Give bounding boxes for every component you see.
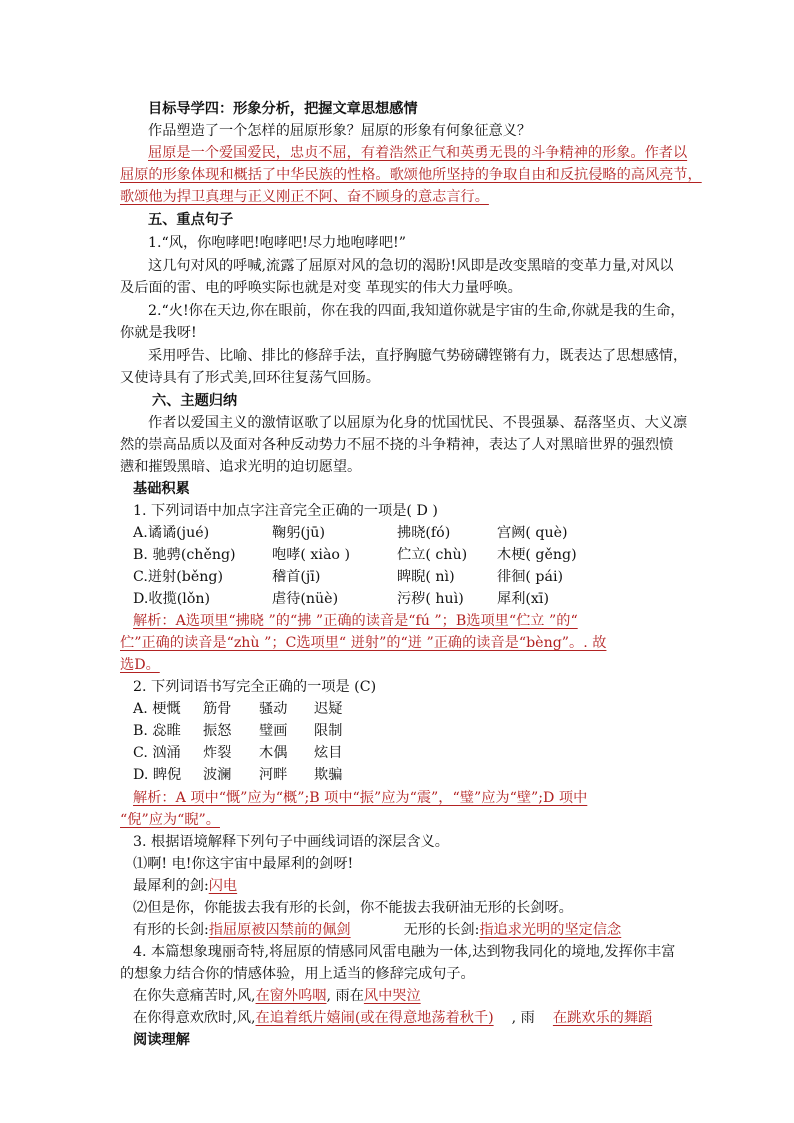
- question-2-option-c: [0, 743, 794, 764]
- section4-question: 作品塑造了一个怎样的屈原形象？屈原的形象有何象征意义？: [148, 123, 532, 139]
- option-cell: 拂晓(fó): [397, 525, 451, 541]
- option-cell: 波澜: [203, 767, 232, 783]
- key-sentence-1-analysis-line2: 及后面的雷、电的呼唤实际也就是对变 革现实的伟大力量呼唤。: [120, 280, 522, 296]
- sentence-text: , 雨在: [326, 988, 364, 1004]
- question-1-option-b: [0, 545, 794, 566]
- option-cell: B. 驰骋(chěng): [133, 547, 236, 563]
- question-2-explanation-line1: 解析：A 项中“慨”应为“概”;B 项中“振”应为“震”，“璧”应为“壁”;D 项中: [133, 790, 588, 806]
- key-sentence-1: 1.“风，你咆哮吧!咆哮吧!尽力地咆哮吧!”: [148, 235, 406, 251]
- basic-heading: 基础积累: [133, 481, 190, 497]
- question-2-explanation-line2: “倪”应为“睨”。: [120, 812, 220, 828]
- section4-answer-line2: 屈原的形象体现和概括了中华民族的性格。歌颂他所坚持的争取自由和反抗侵略的高风亮节，: [120, 167, 702, 183]
- question-4-sentence-2: [133, 1008, 652, 1029]
- question-4-line2: 的想象力结合你的情感体验，用上适当的修辞完成句子。: [120, 966, 475, 982]
- section6-heading: 六、主题归纳: [152, 393, 238, 409]
- answer-label: 有形的长剑:: [133, 922, 209, 938]
- answer-label: 最犀利的剑:: [133, 878, 209, 894]
- theme-line3: 懑和摧毁黑暗、追求光明的迫切愿望。: [120, 459, 362, 475]
- option-cell: 睥睨( nì): [397, 569, 455, 585]
- question-2-option-b: [0, 721, 794, 742]
- option-cell: 伫立( chù): [397, 547, 468, 563]
- section4-answer-line3: 歌颂他为捍卫真理与正义刚正不阿、奋不顾身的意志言行。: [120, 189, 489, 205]
- answer-text: 指追求光明的坚定信念: [479, 922, 622, 938]
- option-cell: C.迸射(běng): [133, 569, 224, 585]
- option-cell: A. 梗慨: [133, 701, 181, 717]
- option-cell: 璧画: [259, 723, 288, 739]
- answer-text: 在追着纸片嬉闹(或在得意地荡着秋千): [255, 1010, 494, 1026]
- option-cell: 犀利(xī): [497, 591, 549, 607]
- key-sentence-2-analysis-line1: 采用呼告、比喻、排比的修辞手法，直抒胸臆气势磅礴铿锵有力，既表达了思想感情，: [148, 348, 688, 364]
- theme-line2: 然的崇高品质以及面对各种反动势力不屈不挠的斗争精神，表达了人对黑暗世界的强烈愤: [120, 437, 674, 453]
- question-1-explanation-line3: 选D。: [120, 657, 160, 673]
- option-cell: 欺骗: [314, 767, 343, 783]
- option-cell: 骚动: [259, 701, 288, 717]
- question-2: 2. 下列词语书写完全正确的一项是 (C): [133, 679, 377, 695]
- section4-answer-line1: 屈原是一个爱国爱民，忠贞不屈，有着浩然正气和英勇无畏的斗争精神的形象。作者以: [148, 145, 688, 161]
- answer-label: 无形的长剑:: [403, 922, 480, 938]
- sentence-text: 在你失意痛苦时,风,: [133, 988, 256, 1004]
- reading-heading: 阅读理解: [133, 1032, 190, 1048]
- question-1-option-d: [0, 589, 794, 610]
- option-cell: 炫目: [314, 745, 343, 761]
- option-cell: D. 睥倪: [133, 767, 182, 783]
- key-sentence-2-analysis-line2: 又使诗具有了形式美,回环往复荡气回肠。: [120, 370, 380, 386]
- option-cell: A.谲谲(jué): [133, 525, 210, 541]
- answer-text: 指屈原被囚禁前的佩剑: [208, 922, 351, 938]
- option-cell: D.收揽(lǒn): [133, 591, 211, 607]
- key-sentence-2-line2: 你就是我呀!: [120, 325, 197, 341]
- option-cell: 虐待(nüè): [272, 591, 339, 607]
- answer-text: 在窗外呜咽: [255, 988, 327, 1004]
- question-4-sentence-1: [133, 986, 421, 1007]
- option-cell: C. 汹涌: [133, 745, 181, 761]
- question-3-sentence-2: ⑵但是你，你能拔去我有形的长剑，你不能拔去我研油无形的长剑呀。: [133, 900, 573, 916]
- answer-text: 闪电: [208, 878, 238, 894]
- option-cell: 限制: [314, 723, 343, 739]
- option-cell: 咆哮( xiào ): [272, 547, 351, 563]
- key-sentence-2-line1: 2.“火!你在天边,你在眼前，你在我的四面,我知道你就是宇宙的生命,你就是我的生命，: [148, 303, 685, 319]
- question-1: 1. 下列词语中加点字注音完全正确的一项是( D ): [133, 503, 438, 519]
- answer-text: 在跳欢乐的舞蹈: [552, 1010, 653, 1026]
- sentence-text: , 雨: [493, 1010, 553, 1026]
- option-cell: 稽首(jī): [272, 569, 321, 585]
- question-1-explanation-line1: 解析：A选项里“拂晓 ”的“拂 ”正确的读音是“fú ”；B选项里“伫立 ”的“: [133, 613, 578, 629]
- question-1-option-a: [0, 523, 794, 544]
- section5-heading: 五、重点句子: [148, 212, 234, 228]
- option-cell: 炸裂: [203, 745, 232, 761]
- option-cell: 河畔: [259, 767, 288, 783]
- question-3: 3. 根据语境解释下列句子中画线词语的深层含义。: [133, 834, 449, 850]
- question-1-option-c: [0, 567, 794, 588]
- option-cell: 鞠躬(jū): [272, 525, 325, 541]
- question-3-answer-2: [133, 920, 621, 941]
- option-cell: 振怒: [203, 723, 232, 739]
- question-2-option-d: [0, 765, 794, 786]
- question-3-answer-1: [133, 876, 237, 897]
- question-4-line1: 4. 本篇想象瑰丽奇特,将屈原的情感同风雷电融为一体,达到物我同化的境地,发挥你丰富: [133, 944, 676, 960]
- sentence-text: 在你得意欢欣时,风,: [133, 1010, 256, 1026]
- question-1-explanation-line2: 伫”正确的读音是“zhù ”；C选项里“ 迸射”的“迸 ”正确的读音是“bèng”。. 故: [120, 635, 607, 651]
- question-3-sentence-1: ⑴啊! 电!你这宇宙中最犀利的剑呀!: [133, 856, 354, 872]
- question-2-option-a: [0, 699, 794, 720]
- option-cell: 木偶: [259, 745, 288, 761]
- answer-text: 风中哭泣: [363, 988, 421, 1004]
- option-cell: 徘徊( pái): [497, 569, 564, 585]
- option-cell: 污秽( huì): [397, 591, 464, 607]
- option-cell: 筋骨: [203, 701, 232, 717]
- option-cell: B. 惢睢: [133, 723, 181, 739]
- option-cell: 迟疑: [314, 701, 343, 717]
- section4-heading: 目标导学四：形象分析，把握文章思想感情: [148, 101, 418, 117]
- option-cell: 木梗( gěng): [497, 547, 577, 563]
- option-cell: 宫阙( què): [497, 525, 568, 541]
- theme-line1: 作者以爱国主义的激情讴歌了以屈原为化身的忧国忧民、不畏强暴、磊落坚贞、大义凛: [148, 415, 688, 431]
- key-sentence-1-analysis-line1: 这几句对风的呼喊,流露了屈原对风的急切的渴盼!风即是改变黑暗的变革力量,对风以: [148, 258, 674, 274]
